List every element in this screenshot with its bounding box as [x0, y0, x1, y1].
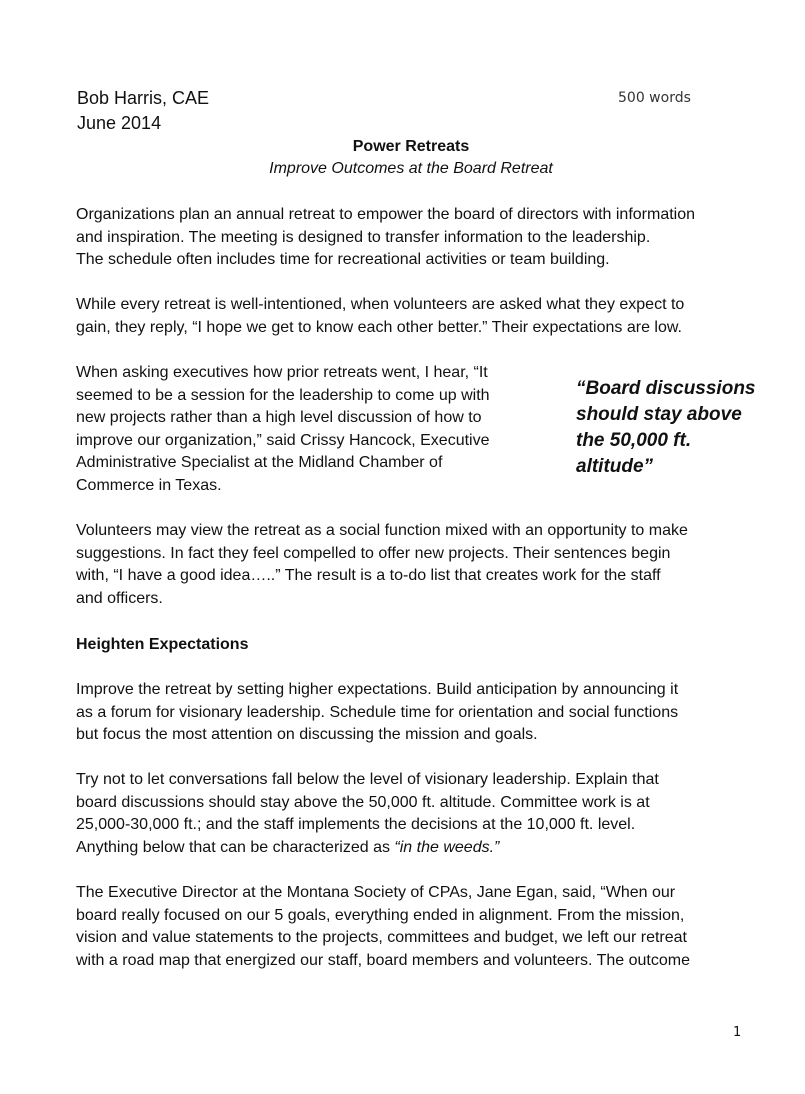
author-name: Bob Harris, CAE: [77, 88, 210, 108]
paragraph-line: suggestions. In fact they feel compelled to offer new projects. Their sentences begin: [76, 544, 671, 562]
paragraph-line: 25,000-30,000 ft.; and the staff implements the decisions at the 10,000 ft. level.: [76, 816, 636, 833]
paragraph-line: and inspiration. The meeting is designed to transfer information to the leadership.: [76, 228, 651, 246]
paragraph-line: While every retreat is well-intentioned, when volunteers are asked what they expect to: [76, 296, 685, 313]
paragraph-line: Volunteers may view the retreat as a social function mixed with an opportunity to make: [76, 522, 688, 539]
paragraph-montana-quote: [76, 882, 690, 972]
pull-quote-line: should stay above: [576, 404, 742, 425]
paragraph-expectations: [76, 294, 684, 339]
paragraph-executives-quote: [76, 362, 490, 497]
paragraph-line: [76, 837, 659, 860]
paragraph-line: board really focused on our 5 goals, everything ended in alignment. From the mission,: [76, 906, 685, 924]
paragraph-line: seemed to be a session for the leadership to come up with: [76, 386, 490, 404]
paragraph-improve-retreat: [76, 679, 678, 747]
pull-quote-line: altitude”: [576, 456, 654, 477]
section-heading: Heighten Expectations: [76, 636, 249, 653]
document-title: Power Retreats: [352, 138, 470, 155]
paragraph-line: with, “I have a good idea…..” The result is a to-do list that creates work for the staff: [76, 567, 661, 584]
pull-quote-line: “Board discussions: [576, 378, 756, 399]
paragraph-line-text: Anything below that can be characterized as: [76, 838, 395, 856]
paragraph-line: with a road map that energized our staff, board members and volunteers. The outcome: [76, 951, 690, 969]
paragraph-volunteers: [76, 520, 688, 610]
paragraph-line: Try not to let conversations fall below the level of visionary leadership. Explain that: [76, 771, 659, 788]
paragraph-line: gain, they reply, “I hope we get to know each other better.” Their expectations are low.: [76, 318, 682, 336]
paragraph-line: as a forum for visionary leadership. Schedule time for orientation and social functions: [76, 703, 679, 721]
paragraph-line: board discussions should stay above the 50,000 ft. altitude. Committee work is at: [76, 793, 650, 811]
paragraph-line: improve our organization,” said Crissy Hancock, Executive: [76, 431, 490, 449]
paragraph-line: Administrative Specialist at the Midland Chamber of: [76, 454, 443, 471]
paragraph-line: The schedule often includes time for recreational activities or team building.: [76, 251, 610, 268]
document-subtitle: Improve Outcomes at the Board Retreat: [269, 160, 553, 177]
word-count: 500 words: [618, 90, 691, 106]
emphasis-text: “in the weeds.”: [394, 838, 500, 856]
pull-quote: [576, 376, 756, 480]
paragraph-line: When asking executives how prior retreats went, I hear, “It: [76, 364, 488, 381]
document-date: June 2014: [77, 113, 162, 133]
paragraph-line: Organizations plan an annual retreat to empower the board of directors with information: [76, 206, 696, 223]
paragraph-altitude: [76, 769, 659, 859]
paragraph-line: Improve the retreat by setting higher expectations. Build anticipation by announcing it: [76, 681, 679, 698]
paragraph-line: Commerce in Texas.: [76, 476, 222, 494]
paragraph-intro: [76, 204, 695, 272]
paragraph-line: vision and value statements to the projects, committees and budget, we left our retreat: [76, 929, 687, 946]
paragraph-line: but focus the most attention on discussing the mission and goals.: [76, 726, 538, 743]
paragraph-line: and officers.: [76, 589, 163, 607]
page-number: 1: [733, 1025, 742, 1040]
paragraph-line: The Executive Director at the Montana Society of CPAs, Jane Egan, said, “When our: [76, 884, 676, 901]
pull-quote-line: the 50,000 ft.: [576, 430, 692, 451]
paragraph-line: new projects rather than a high level discussion of how to: [76, 409, 482, 426]
